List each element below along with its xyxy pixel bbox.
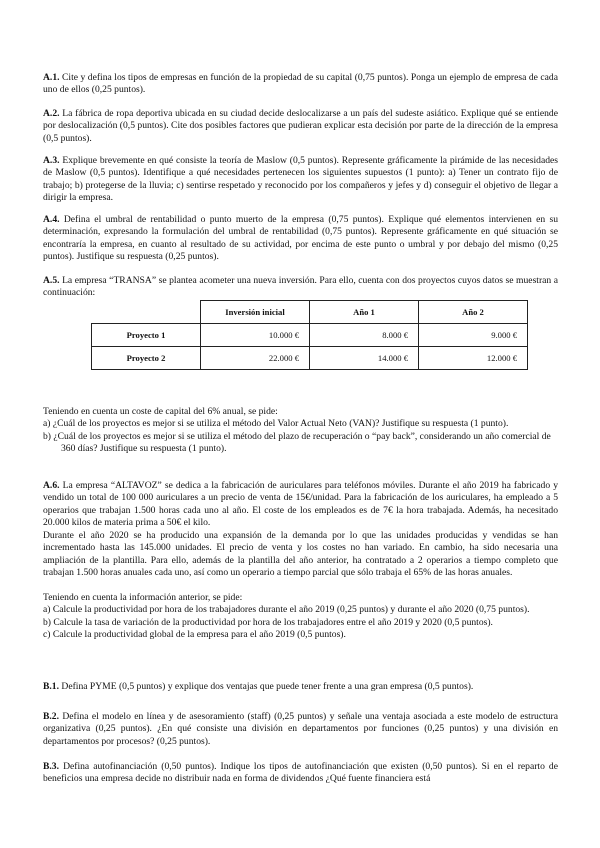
table-cell: 8.000 € bbox=[310, 324, 419, 347]
question-text: Defina el umbral de rentabilidad o punto muerto de la empresa (0,75 puntos). Explique qué elementos intervienen en su determinación, expresando la formulación del umbral de rentabilidad (0,75 puntos). Represente gráficamente en qué situación se encontraría la empresa, en cuanto al resultado de su actividad, por encima de este punto o umbral y por debajo del mismo (0,25 puntos). Justifique su respuesta (0,25 puntos). bbox=[43, 214, 559, 263]
question-a6 bbox=[43, 480, 558, 530]
question-number: B.1. bbox=[43, 681, 59, 692]
question-number: A.1. bbox=[43, 72, 60, 83]
task-item: b) ¿Cuál de los proyectos es mejor si se utiliza el método del plazo de recuperación o “pay back”, considerando un año comercial de 360 días? Justifique su respuesta (1 punto). bbox=[43, 430, 551, 455]
table-row bbox=[92, 324, 528, 347]
question-text: Durante el año 2020 se ha producido una expansión de la demanda por lo que las unidades producidas y vendidas se han incrementado hasta las 145.000 unidades. El precio de venta y los costes no han variado. En cambio, ha sido necesaria una ampliación de la plantilla. Para ello, además de la plantilla del año anterior, ha contratado a 2 operarios a tiempo completo que trabajan 1.500 horas anuales cada uno, así como un operario a tiempo parcial que sólo trabaja el 65% de las horas anuales. bbox=[43, 530, 558, 579]
question-a4 bbox=[43, 214, 558, 264]
question-a2 bbox=[43, 108, 558, 145]
investment-table bbox=[91, 300, 528, 370]
question-number: A.3. bbox=[43, 155, 60, 166]
question-b1 bbox=[43, 681, 558, 693]
table-header-cell: Inversión inicial bbox=[201, 301, 310, 324]
table-row-label: Proyecto 1 bbox=[92, 324, 201, 347]
question-text: Defina autofinanciación (0,50 puntos). Indique los tipos de autofinanciación que existen (0,50 puntos). Si en el reparto de beneficios una empresa decide no distribuir nada en forma de dividendos ¿Qué fuente financiera está bbox=[43, 761, 558, 785]
table-cell: 22.000 € bbox=[201, 347, 310, 370]
question-text: Defina el modelo en línea y de asesoramiento (staff) (0,25 puntos) y señale una ventaja asociada a este modelo de estructura organizativa (0,25 puntos). ¿En qué consiste una división en departamentos por funciones (0,25 puntos) y una división en departamentos por procesos? (0,25 puntos). bbox=[43, 711, 559, 747]
question-a1 bbox=[43, 72, 558, 97]
table-header-cell: Año 1 bbox=[310, 301, 419, 324]
question-text: Explique brevemente en qué consiste la teoría de Maslow (0,5 puntos). Represente gráficamente la pirámide de las necesidades de Maslow (0,5 puntos). Identifique a qué necesidades pertenecen los siguientes supuestos (1 punto): a) Tener un contrato fijo de trabajo; b) protegerse de la lluvia; c) sentirse respetado y reconocido por los compañeros y jefes y d) conseguir el objetivo de llegar a dirigir la empresa. bbox=[43, 155, 558, 204]
task-item: a) ¿Cuál de los proyectos es mejor si se utiliza el método del Valor Actual Neto (VAN)? Justifique su respuesta (1 punto). bbox=[43, 418, 509, 430]
question-text: Defina PYME (0,5 puntos) y explique dos ventajas que puede tener frente a una gran empresa (0,5 puntos). bbox=[61, 681, 474, 692]
question-a5-tasks bbox=[43, 406, 558, 456]
table-cell: 14.000 € bbox=[310, 347, 419, 370]
task-intro: Teniendo en cuenta un coste de capital del 6% anual, se pide: bbox=[43, 406, 278, 417]
question-a3 bbox=[43, 155, 558, 205]
task-item: a) Calcule la productividad por hora de los trabajadores durante el año 2019 (0,25 puntos) y durante el año 2020 (0,75 puntos). bbox=[43, 604, 530, 616]
question-text: La empresa “TRANSA” se plantea acometer una nueva inversión. Para ello, cuenta con dos proyectos cuyos datos se muestran a continuación: bbox=[43, 275, 558, 299]
table-header-cell: Año 2 bbox=[419, 301, 528, 324]
question-number: A.5. bbox=[43, 275, 60, 286]
question-number: A.2. bbox=[43, 108, 60, 119]
question-a6-paragraph-2 bbox=[43, 530, 558, 580]
question-a5 bbox=[43, 275, 558, 300]
table-cell: 9.000 € bbox=[419, 324, 528, 347]
question-text: Cite y defina los tipos de empresas en función de la propiedad de su capital (0,75 puntos). Ponga un ejemplo de empresa de cada uno de ellos (0,25 puntos). bbox=[43, 72, 558, 96]
question-text: La empresa “ALTAVOZ” se dedica a la fabricación de auriculares para teléfonos móviles. Durante el año 2019 ha fabricado y vendido un total de 100 000 auriculares a un precio de venta de 15€/unidad. Para la fabricación de los auriculares, ha empleado a 5 operarios que trabajan 1.500 horas cada uno al año. El coste de los empleados es de 7€ la hora trabajada. Además, ha necesitado 20.000 kilos de materia prima a 50€ el kilo. bbox=[43, 480, 558, 529]
question-number: B.2. bbox=[43, 711, 59, 722]
question-number: B.3. bbox=[43, 761, 59, 772]
table-cell: 10.000 € bbox=[201, 324, 310, 347]
table-corner-cell bbox=[92, 301, 201, 324]
table-row bbox=[92, 347, 528, 370]
question-number: A.6. bbox=[43, 480, 60, 491]
question-text: La fábrica de ropa deportiva ubicada en su ciudad decide deslocalizarse a un país del sudeste asiático. Explique qué se entiende por deslocalización (0,5 puntos). Cite dos posibles factores que pudieran explicar esta decisión por parte de la dirección de la empresa (0,5 puntos). bbox=[43, 108, 558, 144]
table-header-row bbox=[92, 301, 528, 324]
question-number: A.4. bbox=[43, 214, 60, 225]
table-row-label: Proyecto 2 bbox=[92, 347, 201, 370]
task-item: c) Calcule la productividad global de la empresa para el año 2019 (0,5 puntos). bbox=[43, 629, 346, 641]
question-b2 bbox=[43, 711, 558, 748]
task-intro: Teniendo en cuenta la información anterior, se pide: bbox=[43, 592, 243, 603]
table-cell: 12.000 € bbox=[419, 347, 528, 370]
question-a6-tasks bbox=[43, 592, 558, 642]
question-b3 bbox=[43, 761, 558, 786]
task-item: b) Calcule la tasa de variación de la productividad por hora de los trabajadores entre el año 2019 y 2020 (0,5 puntos). bbox=[43, 616, 493, 628]
